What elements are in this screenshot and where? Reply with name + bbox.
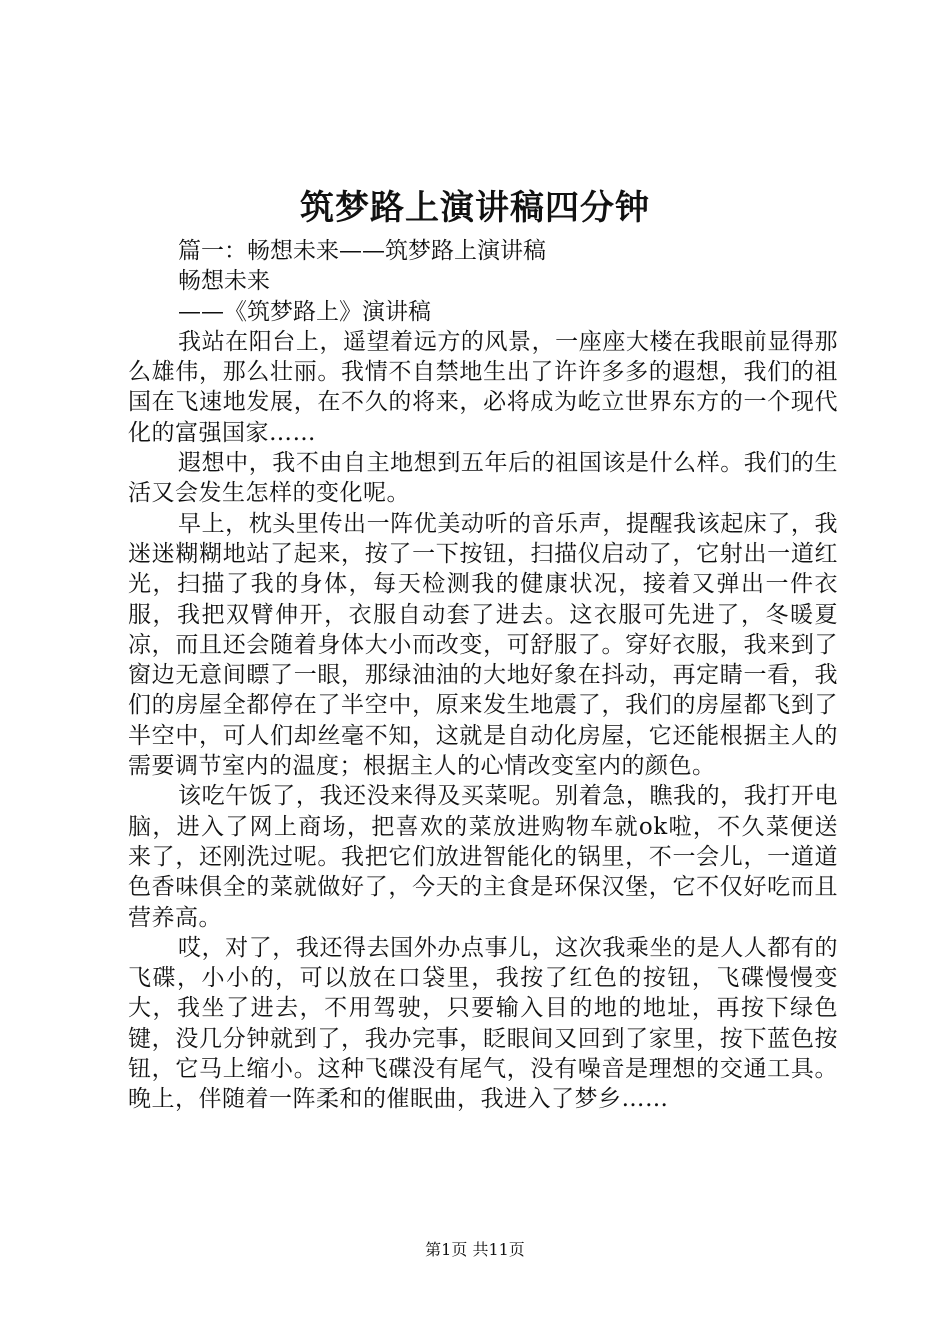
document-body [128, 236, 838, 1115]
speech-title: 畅想未来 [178, 268, 270, 295]
speech-subtitle: ——《筑梦路上》演讲稿 [178, 298, 431, 325]
document-title: 筑梦路上演讲稿四分钟 [300, 188, 650, 228]
page-footer: 第1页 共11页 [425, 1240, 525, 1259]
paragraph-3: 早上，枕头里传出一阵优美动听的音乐声，提醒我该起床了，我迷迷糊糊地站了起来，按了一下按钮，扫描仪启动了，它射出一道红光，扫描了我的身体，每天检测我的健康状况，接着又弹出一件衣服，我把双臂伸开，衣服自动套了进去。这衣服可先进了，冬暖夏凉，而且还会随着身体大小而改变，可舒服了。穿好衣服，我来到了窗边无意间瞟了一眼，那绿油油的大地好象在抖动，再定睛一看，我们的房屋全都停在了半空中，原来发生地震了，我们的房屋都飞到了半空中，可人们却丝毫不知，这就是自动化房屋，它还能根据主人的需要调节室内的温度；根据主人的心情改变室内的颜色。 [128, 510, 838, 780]
paragraph-2: 遐想中，我不由自主地想到五年后的祖国该是什么样。我们的生活又会发生怎样的变化呢。 [128, 450, 838, 507]
paragraph-1: 我站在阳台上，遥望着远方的风景，一座座大楼在我眼前显得那么雄伟，那么壮丽。我情不自禁地生出了许许多多的遐想，我们的祖国在飞速地发展，在不久的将来，必将成为屹立世界东方的一个现代化的富强国家…… [128, 328, 838, 446]
section-heading: 篇一：畅想未来——筑梦路上演讲稿 [178, 238, 546, 264]
paragraph-4: 该吃午饭了，我还没来得及买菜呢。别着急，瞧我的，我打开电脑，进入了网上商场，把喜欢的菜放进购物车就ok啦，不久菜便送来了，还刚洗过呢。我把它们放进智能化的锅里，不一会儿，一道道色香味俱全的菜就做好了，今天的主食是环保汉堡，它不仅好吃而且营养高。 [128, 783, 838, 931]
paragraph-5: 哎，对了，我还得去国外办点事儿，这次我乘坐的是人人都有的飞碟，小小的，可以放在口袋里，我按了红色的按钮，飞碟慢慢变大，我坐了进去，不用驾驶，只要输入目的地的地址，再按下绿色键，没几分钟就到了，我办完事，眨眼间又回到了家里，按下蓝色按钮，它马上缩小。这种飞碟没有尾气，没有噪音是理想的交通工具。晚上，伴随着一阵柔和的催眠曲，我进入了梦乡…… [128, 934, 838, 1113]
